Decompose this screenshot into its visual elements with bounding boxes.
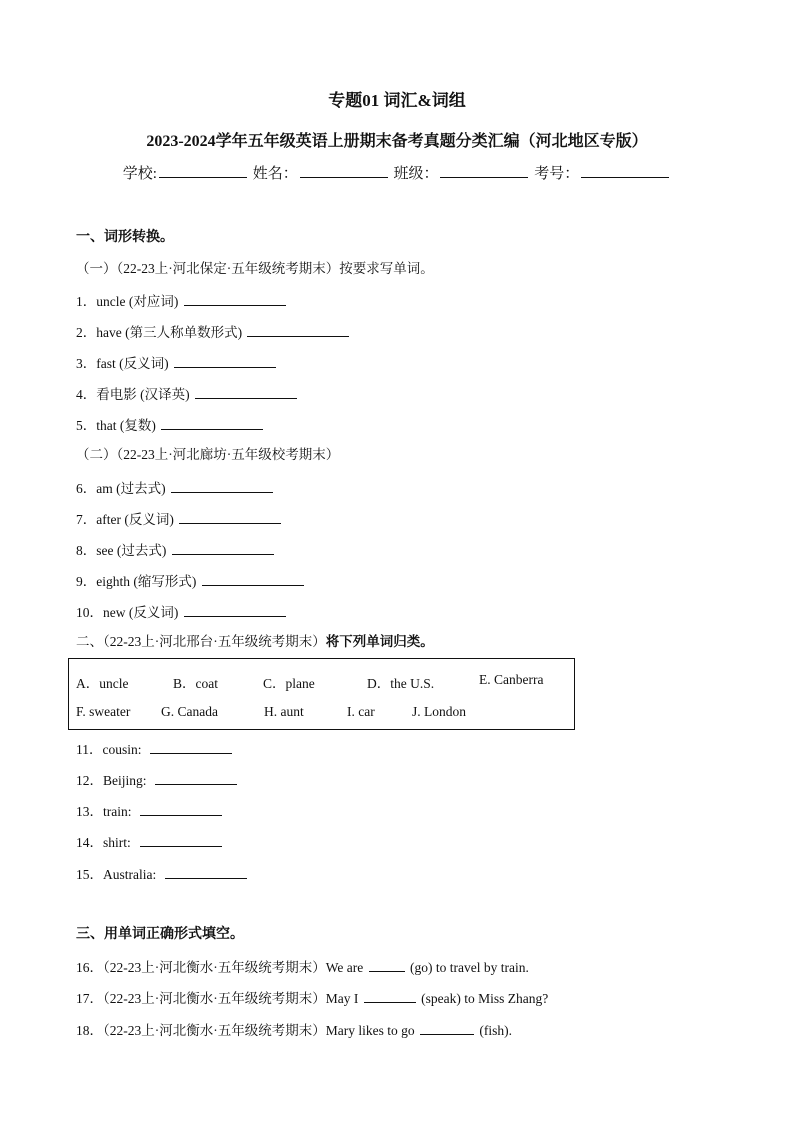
section-1-heading: 一、词形转换。 bbox=[76, 230, 174, 245]
class-blank[interactable] bbox=[440, 163, 528, 178]
word-option: F. sweater bbox=[76, 704, 131, 719]
answer-blank[interactable] bbox=[179, 509, 281, 524]
question-17 bbox=[76, 988, 548, 1008]
exam-number-blank[interactable] bbox=[581, 163, 669, 178]
word-option: D．the U.S. bbox=[367, 676, 435, 691]
word-option: H. aunt bbox=[264, 704, 304, 719]
part-2-intro: （二）（22-23上·河北廊坊·五年级校考期末） bbox=[76, 447, 340, 462]
question-text: 3．fast (反义词) bbox=[76, 356, 169, 371]
exam-number-label: 考号： bbox=[534, 166, 580, 182]
question-text: 10．new (反义词) bbox=[76, 605, 179, 620]
question-text: 5．that (复数) bbox=[76, 418, 156, 433]
answer-blank[interactable] bbox=[172, 540, 274, 555]
question-text: 4．看电影 (汉译英) bbox=[76, 387, 190, 402]
question-text: 12．Beijing: bbox=[76, 773, 147, 788]
question-text: 2．have (第三人称单数形式) bbox=[76, 325, 243, 340]
answer-blank[interactable] bbox=[174, 353, 276, 368]
question-text: 16．（22-23上·河北衡水·五年级统考期末）We are bbox=[76, 960, 364, 975]
question-9 bbox=[76, 571, 306, 591]
word-option: E. Canberra bbox=[479, 672, 544, 687]
word-option: B．coat bbox=[173, 676, 218, 691]
question-text: 9．eighth (缩写形式) bbox=[76, 574, 197, 589]
student-info-row bbox=[0, 162, 794, 183]
question-3 bbox=[76, 353, 278, 373]
page-subtitle: 2023-2024学年五年级英语上册期末备考真题分类汇编（河北地区专版） bbox=[146, 133, 648, 150]
answer-blank[interactable] bbox=[165, 864, 247, 879]
question-suffix: (fish). bbox=[479, 1023, 512, 1038]
question-16 bbox=[76, 957, 529, 977]
word-option: C．plane bbox=[263, 676, 315, 691]
answer-blank[interactable] bbox=[150, 739, 232, 754]
answer-blank[interactable] bbox=[140, 832, 222, 847]
word-option: A．uncle bbox=[76, 676, 129, 691]
answer-blank[interactable] bbox=[140, 801, 222, 816]
school-label: 学校: bbox=[122, 166, 157, 182]
word-option: J. London bbox=[412, 704, 466, 719]
question-14 bbox=[76, 832, 224, 852]
page-title: 专题01 词汇&词组 bbox=[328, 91, 466, 110]
answer-blank[interactable] bbox=[184, 291, 286, 306]
question-18 bbox=[76, 1020, 512, 1040]
question-7 bbox=[76, 509, 283, 529]
section-2-heading bbox=[76, 633, 434, 651]
question-1 bbox=[76, 291, 288, 311]
section-2-source: 二、（22-23上·河北邢台·五年级统考期末） bbox=[76, 634, 326, 649]
section-3-heading: 三、用单词正确形式填空。 bbox=[76, 927, 244, 942]
answer-blank[interactable] bbox=[195, 384, 297, 399]
question-15 bbox=[76, 864, 249, 884]
question-text: 13．train: bbox=[76, 804, 132, 819]
word-bank-box bbox=[68, 658, 575, 730]
question-2 bbox=[76, 322, 351, 342]
answer-blank[interactable] bbox=[369, 957, 405, 972]
question-text: 6．am (过去式) bbox=[76, 481, 166, 496]
name-blank[interactable] bbox=[300, 163, 388, 178]
school-blank[interactable] bbox=[159, 163, 247, 178]
question-text: 17．（22-23上·河北衡水·五年级统考期末）May I bbox=[76, 991, 359, 1006]
answer-blank[interactable] bbox=[247, 322, 349, 337]
section-2-task: 将下列单词归类。 bbox=[325, 634, 434, 649]
answer-blank[interactable] bbox=[171, 478, 273, 493]
question-text: 15．Australia: bbox=[76, 867, 157, 882]
word-option: I. car bbox=[347, 704, 375, 719]
question-11 bbox=[76, 739, 234, 759]
question-5 bbox=[76, 415, 265, 435]
question-text: 1．uncle (对应词) bbox=[76, 294, 179, 309]
question-10 bbox=[76, 602, 288, 622]
answer-blank[interactable] bbox=[184, 602, 286, 617]
answer-blank[interactable] bbox=[155, 770, 237, 785]
answer-blank[interactable] bbox=[202, 571, 304, 586]
word-option: G. Canada bbox=[161, 704, 218, 719]
answer-blank[interactable] bbox=[161, 415, 263, 430]
question-13 bbox=[76, 801, 224, 821]
part-1-intro: （一）（22-23上·河北保定·五年级统考期末）按要求写单词。 bbox=[76, 261, 434, 276]
question-4 bbox=[76, 384, 299, 404]
question-suffix: (speak) to Miss Zhang? bbox=[421, 991, 549, 1006]
answer-blank[interactable] bbox=[364, 988, 416, 1003]
question-6 bbox=[76, 478, 275, 498]
question-text: 7．after (反义词) bbox=[76, 512, 174, 527]
question-text: 18．（22-23上·河北衡水·五年级统考期末）Mary likes to go bbox=[76, 1023, 415, 1038]
answer-blank[interactable] bbox=[420, 1020, 474, 1035]
class-label: 班级： bbox=[393, 166, 439, 182]
question-12 bbox=[76, 770, 239, 790]
question-text: 14．shirt: bbox=[76, 835, 131, 850]
question-text: 11．cousin: bbox=[76, 742, 142, 757]
question-suffix: (go) to travel by train. bbox=[410, 960, 529, 975]
question-text: 8．see (过去式) bbox=[76, 543, 167, 558]
question-8 bbox=[76, 540, 276, 560]
name-label: 姓名： bbox=[252, 166, 298, 182]
